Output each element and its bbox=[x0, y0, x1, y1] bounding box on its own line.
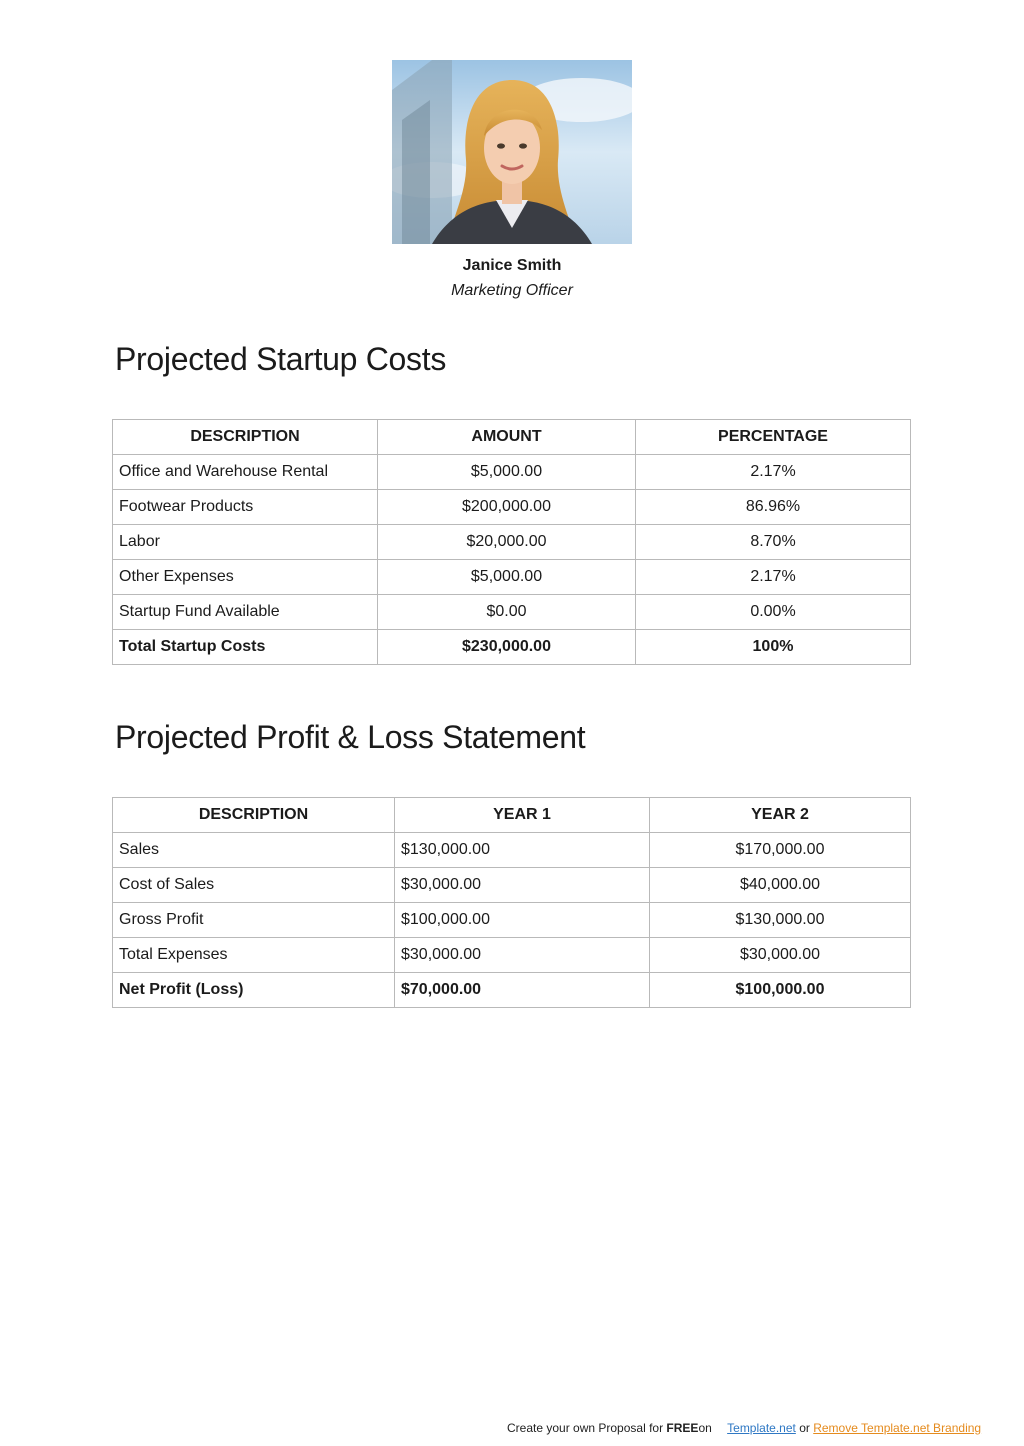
cell-description: Other Expenses bbox=[113, 560, 378, 595]
person-name: Janice Smith bbox=[462, 257, 562, 274]
cell-year-2: $130,000.00 bbox=[650, 903, 911, 938]
cell-description: Cost of Sales bbox=[113, 868, 395, 903]
cell-amount: $5,000.00 bbox=[378, 455, 636, 490]
profit-loss-table bbox=[112, 797, 911, 1008]
footer-on: on bbox=[698, 1421, 712, 1435]
table-header-row bbox=[113, 798, 911, 833]
template-net-link[interactable]: Template.net bbox=[727, 1421, 796, 1435]
cell-year-2: $170,000.00 bbox=[650, 833, 911, 868]
table-row bbox=[113, 868, 911, 903]
cell-description: Footwear Products bbox=[113, 490, 378, 525]
cell-year-1: $100,000.00 bbox=[395, 903, 650, 938]
cell-amount: $230,000.00 bbox=[378, 630, 636, 665]
table-row bbox=[113, 455, 911, 490]
footer-branding bbox=[507, 1420, 981, 1436]
cell-year-1: $130,000.00 bbox=[395, 833, 650, 868]
column-header: YEAR 2 bbox=[650, 798, 911, 833]
cell-amount: $200,000.00 bbox=[378, 490, 636, 525]
remove-branding-link[interactable]: Remove Template.net Branding bbox=[813, 1421, 982, 1435]
cell-year-1: $30,000.00 bbox=[395, 938, 650, 973]
startup-costs-table bbox=[112, 419, 911, 665]
cell-percentage: 2.17% bbox=[636, 560, 911, 595]
cell-year-2: $30,000.00 bbox=[650, 938, 911, 973]
cell-description: Startup Fund Available bbox=[113, 595, 378, 630]
column-header: YEAR 1 bbox=[395, 798, 650, 833]
profit-loss-heading: Projected Profit & Loss Statement bbox=[115, 719, 586, 755]
cell-description: Total Expenses bbox=[113, 938, 395, 973]
column-header: AMOUNT bbox=[378, 420, 636, 455]
table-header-row bbox=[113, 420, 911, 455]
cell-percentage: 100% bbox=[636, 630, 911, 665]
cell-year-1: $30,000.00 bbox=[395, 868, 650, 903]
footer-free: FREE bbox=[666, 1421, 699, 1435]
column-header: PERCENTAGE bbox=[636, 420, 911, 455]
table-row bbox=[113, 833, 911, 868]
total-row bbox=[113, 630, 911, 665]
cell-percentage: 86.96% bbox=[636, 490, 911, 525]
table-row bbox=[113, 595, 911, 630]
cell-year-2: $100,000.00 bbox=[650, 973, 911, 1008]
footer-or: or bbox=[799, 1421, 810, 1435]
cell-amount: $20,000.00 bbox=[378, 525, 636, 560]
cell-amount: $0.00 bbox=[378, 595, 636, 630]
person-title: Marketing Officer bbox=[451, 282, 573, 299]
cell-description: Gross Profit bbox=[113, 903, 395, 938]
cell-description: Total Startup Costs bbox=[113, 630, 378, 665]
portrait-illustration bbox=[392, 60, 632, 244]
cell-amount: $5,000.00 bbox=[378, 560, 636, 595]
column-header: DESCRIPTION bbox=[113, 420, 378, 455]
profile-photo bbox=[392, 60, 632, 244]
cell-description: Office and Warehouse Rental bbox=[113, 455, 378, 490]
table-row bbox=[113, 938, 911, 973]
table-row bbox=[113, 525, 911, 560]
cell-percentage: 0.00% bbox=[636, 595, 911, 630]
cell-percentage: 2.17% bbox=[636, 455, 911, 490]
startup-costs-heading: Projected Startup Costs bbox=[115, 341, 447, 377]
table-row bbox=[113, 903, 911, 938]
column-header: DESCRIPTION bbox=[113, 798, 395, 833]
footer-prefix: Create your own Proposal for bbox=[507, 1421, 664, 1435]
cell-year-1: $70,000.00 bbox=[395, 973, 650, 1008]
cell-percentage: 8.70% bbox=[636, 525, 911, 560]
table-row bbox=[113, 560, 911, 595]
cell-description: Net Profit (Loss) bbox=[113, 973, 395, 1008]
total-row bbox=[113, 973, 911, 1008]
table-row bbox=[113, 490, 911, 525]
cell-description: Sales bbox=[113, 833, 395, 868]
cell-year-2: $40,000.00 bbox=[650, 868, 911, 903]
cell-description: Labor bbox=[113, 525, 378, 560]
